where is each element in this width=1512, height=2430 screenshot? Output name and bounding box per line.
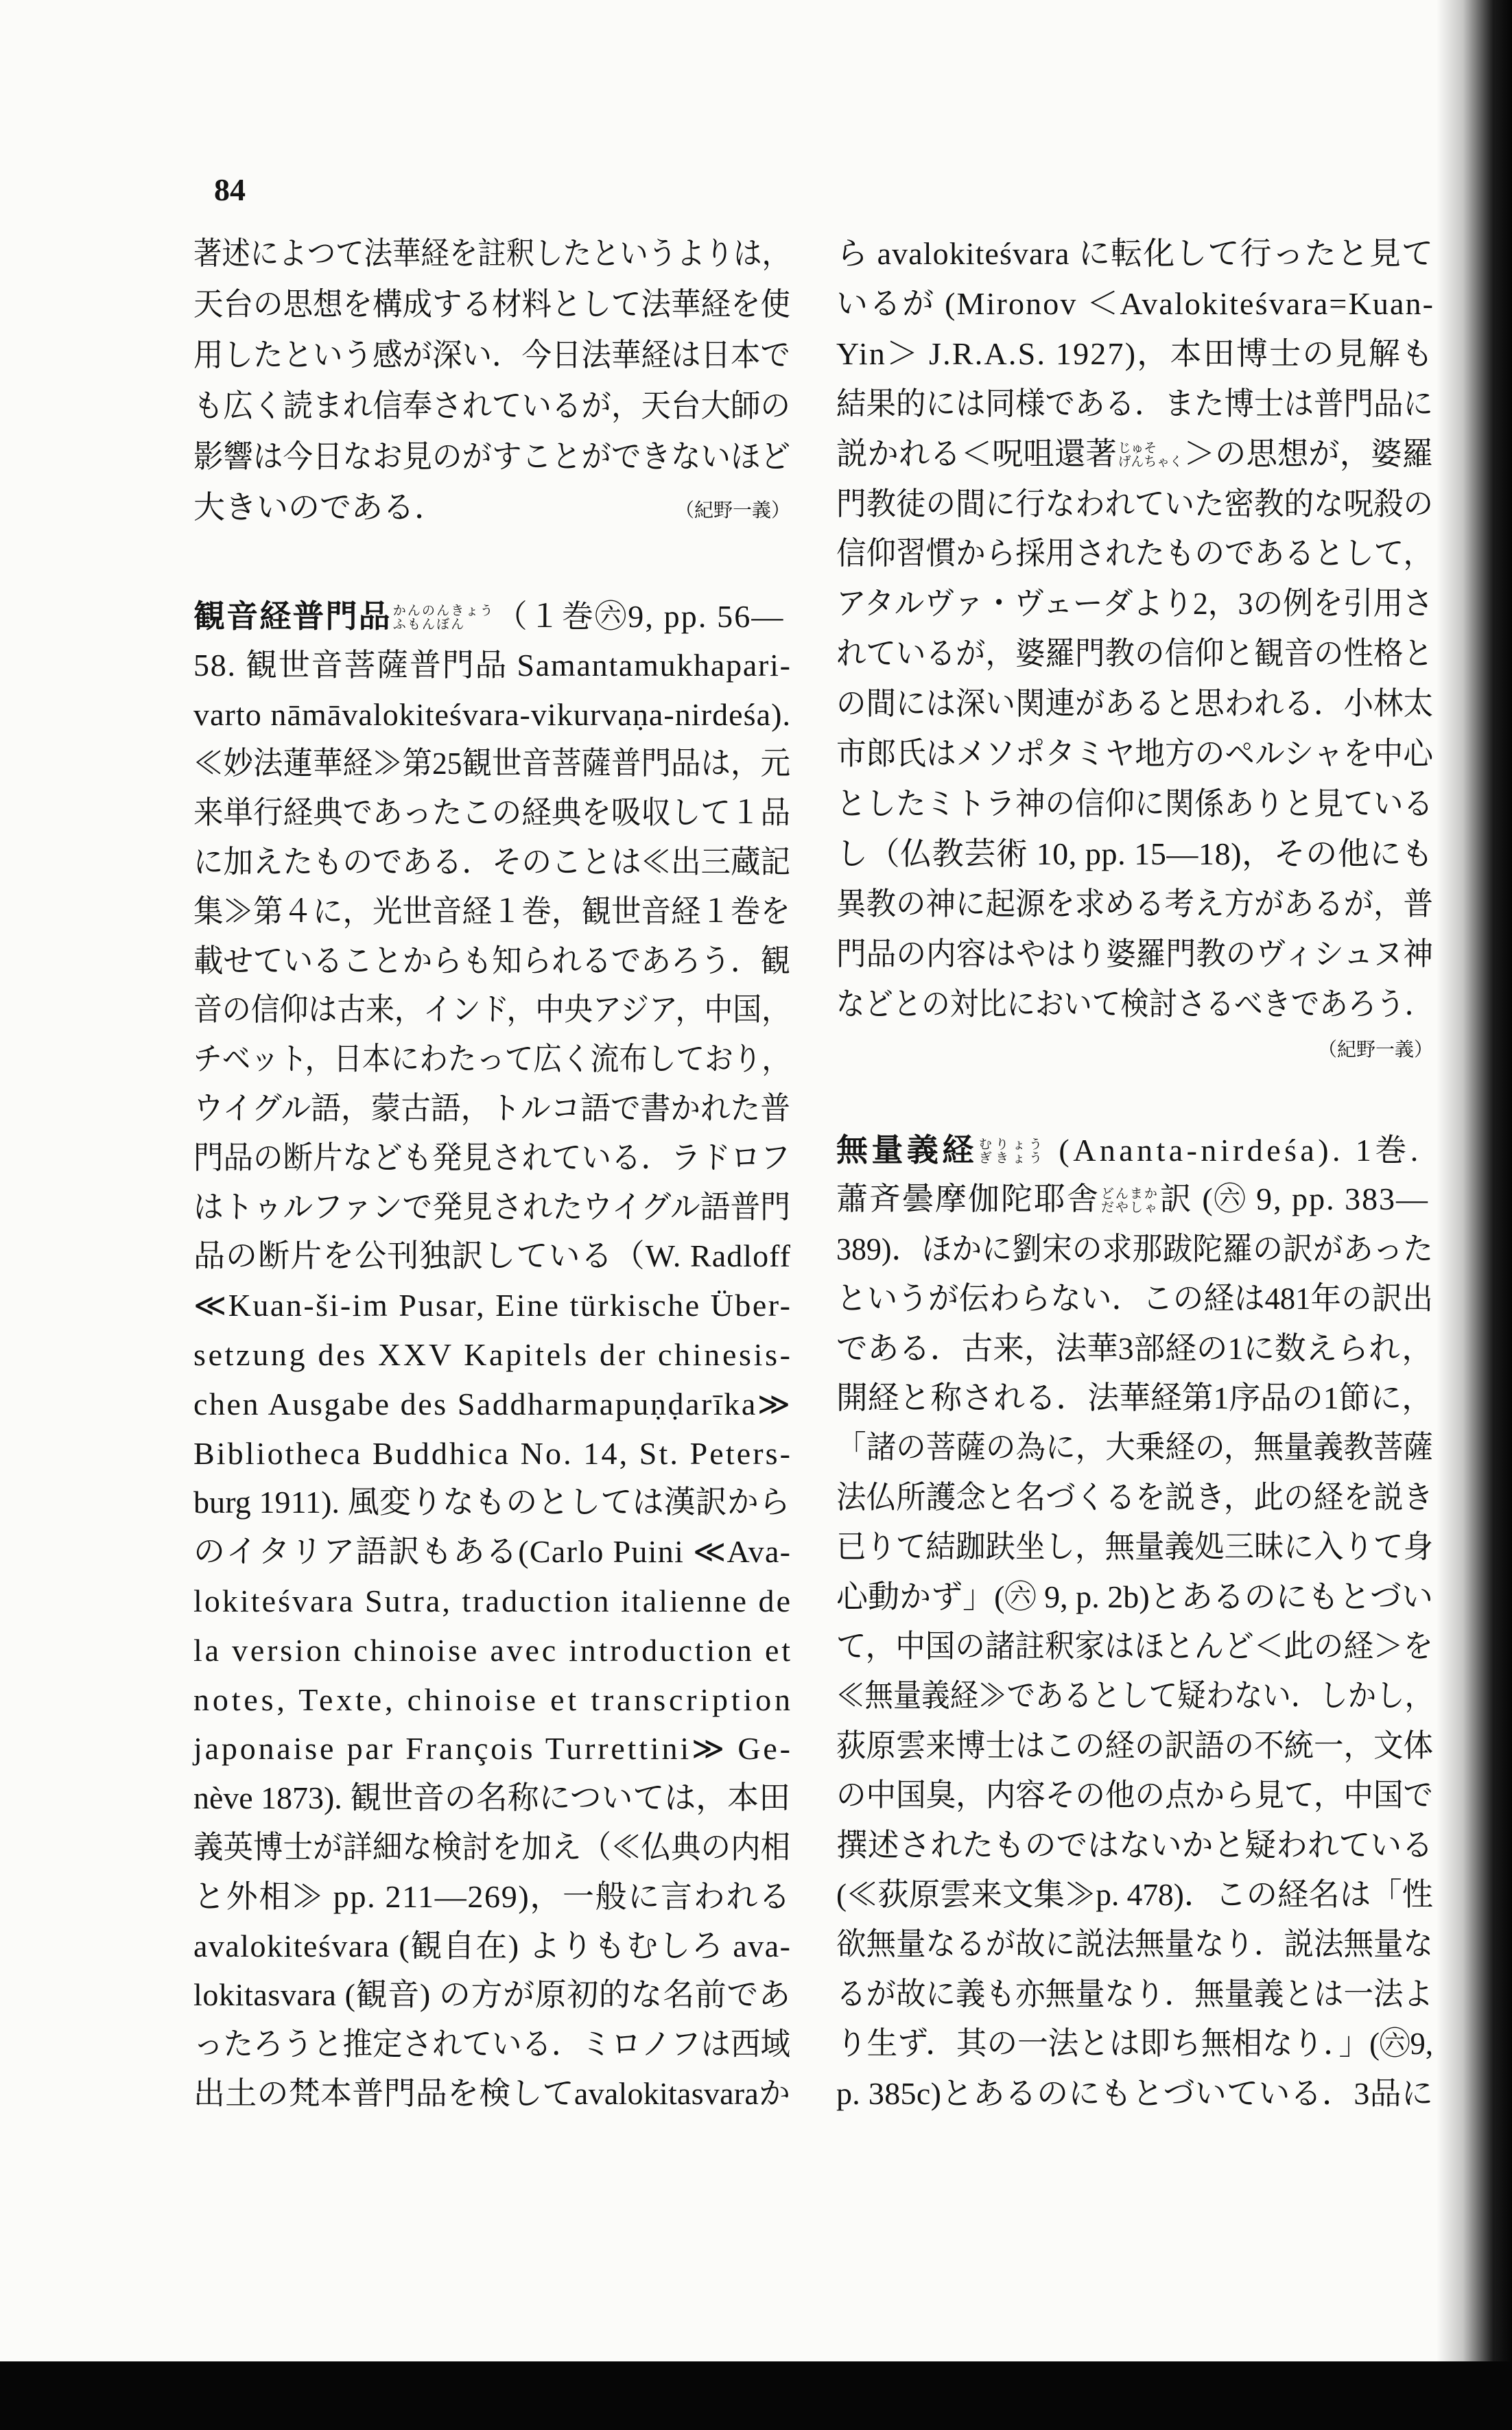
line-text: chen Ausgabe des Saddharmapuṇḍarīka≫ <box>193 1386 792 1422</box>
line-text: 説かれる＜呪咀還著 じゅそ げんちゃく ＞の思想が，婆羅 <box>836 436 1433 471</box>
text-line <box>193 595 790 637</box>
text-line <box>836 283 1433 325</box>
text-line <box>836 434 1433 475</box>
text-line <box>836 1179 1433 1220</box>
line-text: 音の信仰は古来，インド，中央アジア，中国， <box>193 992 790 1028</box>
line-text: 心動かず」(㊅ 9, p. 2b)とあるのにもとづい <box>836 1579 1434 1614</box>
line-text: のイタリア語訳もある(Carlo Puini ≪Ava- <box>193 1534 792 1570</box>
line-text: 已りて結跏趺坐し，無量義処三昧に入りて身 <box>836 1529 1433 1565</box>
line-text: の間には深い関連があると思われる．小林太 <box>836 686 1433 722</box>
line-text: notes, Texte, chinoise et transcription <box>193 1682 794 1717</box>
text-line <box>836 1477 1433 1518</box>
line-text: nève 1873). 観世音の名称については，本田 <box>193 1780 790 1816</box>
text-line <box>193 1531 790 1572</box>
line-text: と外相≫ pp. 211—269)，一般に言われる <box>193 1878 792 1914</box>
text-line <box>193 743 790 784</box>
line-text: はトゥルファンで発見されたウイグル語普門 <box>193 1189 790 1225</box>
line-text: 欲無量なるが故に説法無量なり．説法無量な <box>836 1926 1433 1962</box>
text-line <box>193 1285 790 1326</box>
line-text: 撰述されたものではないかと疑われている <box>836 1827 1433 1863</box>
line-text: avalokiteśvara (観自在) よりもむしろ ava- <box>193 1928 792 1963</box>
line-text: 著述によつて法華経を註釈したというよりは， <box>193 236 790 271</box>
line-text: 「諸の菩薩の為に，大乗経の，無量義教菩薩 <box>836 1430 1433 1465</box>
line-text: るが故に義も亦無量なり．無量義とは一法よ <box>836 1976 1433 2012</box>
line-text: la version chinoise avec introduction et <box>193 1632 793 1668</box>
scan-edge-shadow <box>1437 0 1512 2374</box>
text-line <box>836 2073 1433 2114</box>
line-text: ったろうと推定されている．ミロノフは西域 <box>193 2027 790 2062</box>
entry-headword: 無量義経 <box>836 1131 978 1168</box>
text-line <box>193 436 790 477</box>
text-line <box>193 1137 790 1179</box>
text-line <box>836 1974 1433 2015</box>
line-text: 法仏所護念と名づくるを説き，此の経を説き <box>836 1479 1433 1515</box>
text-line <box>193 891 790 932</box>
furigana-reading <box>1101 1188 1159 1215</box>
text-line <box>836 1229 1433 1270</box>
line-text: 蕭斉曇摩伽陀耶舎 どんまか だやしゃ 訳 (㊅ 9, pp. 383— <box>836 1181 1430 1217</box>
text-line <box>193 1236 790 1277</box>
text-line <box>836 1278 1433 1319</box>
text-line <box>836 1526 1433 1568</box>
line-text: いるが (Mironov ＜Avalokiteśvara=Kuan- <box>836 285 1435 321</box>
line-text: 荻原雲来博士はこの経の訳語の不統一，文体 <box>836 1727 1433 1763</box>
line-text: ウイグル語，蒙古語，トルコ語で書かれた普 <box>193 1091 790 1126</box>
text-line <box>193 335 790 376</box>
text-line <box>836 333 1433 375</box>
text-line <box>193 1433 793 1474</box>
text-line <box>193 2024 790 2065</box>
text-line <box>193 694 790 735</box>
line-text: も広く読まれ信奉されているが，天台大師の <box>193 388 790 423</box>
line-text: lokitasvara (観音) の方が原初的な名前であ <box>193 1977 791 2013</box>
text-line <box>193 941 790 982</box>
text-line <box>193 1088 790 1129</box>
text-line <box>193 1974 790 2016</box>
text-line <box>193 1679 794 1721</box>
line-text: り生ず．其の一法とは即ち無相なり．」(㊅9, <box>836 2026 1433 2062</box>
text-line <box>836 783 1433 825</box>
text-line <box>193 989 790 1030</box>
text-line <box>193 1039 790 1080</box>
text-line <box>836 1378 1433 1419</box>
text-line <box>836 934 1433 975</box>
text-line <box>193 1334 793 1376</box>
text-line <box>193 645 790 686</box>
text-line <box>193 1581 793 1622</box>
text-line <box>193 1778 790 1819</box>
line-text: 影響は今日なお見のがすことができないほど <box>193 439 790 474</box>
line-text: p. 385c)とあるのにもとづいている．3品に <box>836 2075 1434 2111</box>
text-line <box>193 1926 790 1967</box>
text-line <box>193 842 790 883</box>
text-line <box>193 233 790 274</box>
furigana-line: げんちゃく <box>1118 455 1183 470</box>
line-text: lokiteśvara Sutra, traduction italienne de <box>193 1583 793 1618</box>
text-line <box>836 484 1433 525</box>
line-text: (≪荻原雲来文集≫p. 478)．この経名は「性 <box>836 1877 1433 1912</box>
page-number: 84 <box>214 172 246 207</box>
text-line <box>836 1825 1433 1866</box>
line-text: としたミトラ神の信仰に関係ありと見ている <box>836 786 1433 821</box>
line-text: て，中国の諸註釈家はほとんど＜此の経＞を <box>836 1629 1433 1664</box>
line-text: 無量義経 むりょう ぎきょう (Ananta-nirdeśa). 1巻. <box>836 1131 1422 1168</box>
line-text: varto nāmāvalokiteśvara-vikurvaṇa-nirdeśa). <box>193 696 792 732</box>
furigana-line: じゅそ <box>1118 441 1157 456</box>
line-text: burg 1911). 風変りなものとしては漢訳から <box>193 1485 791 1520</box>
scan-bottom-border <box>0 2361 1512 2430</box>
line-text: である．古来，法華3部経の1に数えられ， <box>836 1330 1433 1366</box>
text-line <box>836 633 1433 674</box>
text-line <box>836 533 1433 574</box>
text-line <box>193 1827 790 1868</box>
text-line <box>836 1874 1433 1915</box>
line-text: 載せていることからも知られるであろう．観 <box>193 943 790 978</box>
text-line <box>193 1876 790 1918</box>
furigana-line: かんのんきょう <box>392 604 495 619</box>
furigana-reading <box>393 604 495 632</box>
line-text: 用したという感が深い．今日法華経は日本で <box>193 338 790 373</box>
text-line <box>193 1384 790 1425</box>
line-text: 市郎氏はメソポタミヤ地方のペルシャを中心 <box>836 736 1433 771</box>
line-text: setzung des XXV Kapitels der chinesis- <box>193 1337 793 1372</box>
furigana-reading <box>979 1138 1046 1166</box>
line-text: し（仏教芸術 10, pp. 15—18)，その他にも <box>836 836 1434 871</box>
line-text: 門品の内容はやはり婆羅門教のヴィシュヌ神 <box>836 936 1433 971</box>
line-text: れているが，婆羅門教の信仰と観音の性格と <box>836 636 1433 672</box>
line-text: 開経と称される．法華経第1序品の1節に， <box>836 1380 1433 1415</box>
line-text: の中国臭，内容その他の点から見て，中国で <box>836 1778 1433 1813</box>
text-line <box>836 2023 1433 2064</box>
text-line <box>193 1482 790 1523</box>
text-line <box>836 1427 1433 1468</box>
text-line <box>836 384 1433 425</box>
text-line <box>836 1577 1433 1618</box>
line-text: 信仰習慣から採用されたものであるとして， <box>836 536 1433 571</box>
line-text: Yin＞ J.R.A.S. 1927)，本田博士の見解も <box>836 335 1435 371</box>
line-text: 389)．ほかに劉宋の求那跋陀羅の訳があった <box>836 1231 1433 1266</box>
text-line <box>836 1675 1433 1717</box>
line-text: ≪Kuan-ši-im Pusar, Eine türkische Über- <box>193 1288 792 1323</box>
line-text: 集≫第４に，光世音経１巻，観世音経１巻を <box>193 893 790 929</box>
line-text: 異教の神に起源を求める考え方があるが，普 <box>836 886 1433 921</box>
line-text: 天台の思想を構成する材料として法華経を使 <box>193 287 790 322</box>
text-line <box>836 1725 1433 1767</box>
furigana-line: ぎきょう <box>978 1151 1046 1166</box>
furigana-line: だやしゃ <box>1100 1200 1159 1215</box>
line-text: ら avalokiteśvara に転化して行ったと見て <box>836 236 1434 271</box>
line-text: などとの対比において検討さるべきであろう． <box>836 986 1433 1022</box>
text-line <box>193 386 790 427</box>
line-text: 結果的には同様である．また博士は普門品に <box>836 386 1433 421</box>
text-line <box>836 1626 1433 1667</box>
furigana-line: ふもんぼん <box>392 617 466 633</box>
line-text: Bibliotheca Buddhica No. 14, St. Peters- <box>193 1435 793 1471</box>
text-line <box>836 233 1433 274</box>
line-text: に加えたものである．そのことは≪出三蔵記 <box>193 845 790 880</box>
text-line <box>836 884 1433 925</box>
line-text: 品の断片を公刊独訳している（W. Radloff <box>193 1238 792 1274</box>
text-line <box>836 984 1433 1025</box>
furigana-reading <box>1118 442 1183 469</box>
text-line <box>836 1924 1433 1965</box>
line-text: ≪妙法蓮華経≫第25観世音菩薩普門品は，元 <box>193 746 790 781</box>
line-text: 義英博士が詳細な検討を加え（≪仏典の内相 <box>193 1830 790 1865</box>
line-text: 来単行経典であったこの経典を吸収して１品 <box>193 795 790 831</box>
text-line <box>836 583 1433 624</box>
line-text: 門品の断片なども発見されている．ラドロフ <box>193 1140 790 1175</box>
line-text: japonaise par François Turrettini≫ Ge- <box>193 1731 793 1767</box>
line-text: アタルヴァ・ヴェーダより2，3の例を引用さ <box>836 586 1433 622</box>
text-line <box>193 1187 790 1228</box>
text-line <box>836 1328 1433 1369</box>
line-text: というが伝わらない．この経は481年の訳出 <box>836 1281 1433 1317</box>
text-line <box>836 834 1433 875</box>
line-text: ≪無量義経≫であるとして疑わない．しかし， <box>836 1678 1433 1714</box>
line-text: 門教徒の間に行なわれていた密教的な呪殺の <box>836 486 1433 521</box>
furigana-line: むりょう <box>978 1137 1046 1153</box>
text-line <box>193 1728 793 1769</box>
line-text: 出土の梵本普門品を検してavalokitasvaraか <box>193 2076 791 2111</box>
line-text: チベット，日本にわたって広く流布しており， <box>193 1041 790 1077</box>
text-line <box>836 683 1433 724</box>
furigana-line: どんまか <box>1100 1186 1159 1201</box>
text-line <box>193 792 790 834</box>
text-line <box>193 1630 793 1671</box>
text-line <box>836 733 1433 775</box>
text-line <box>193 284 790 325</box>
line-text: 大きいのである． <box>193 490 446 525</box>
author-signature: （紀野一義） <box>1317 1039 1433 1061</box>
line-text: 58. 観世音菩薩普門品 Samantamukhapari- <box>193 647 792 683</box>
text-line <box>836 1129 1433 1170</box>
text-line <box>193 2073 790 2114</box>
entry-headword: 観音経普門品 <box>193 598 392 635</box>
line-text: 観音経普門品 かんのんきょう ふもんぼん （１巻㊅9, pp. 56— <box>193 598 785 635</box>
author-signature: （紀野一義） <box>674 500 790 521</box>
text-line <box>836 1775 1433 1816</box>
